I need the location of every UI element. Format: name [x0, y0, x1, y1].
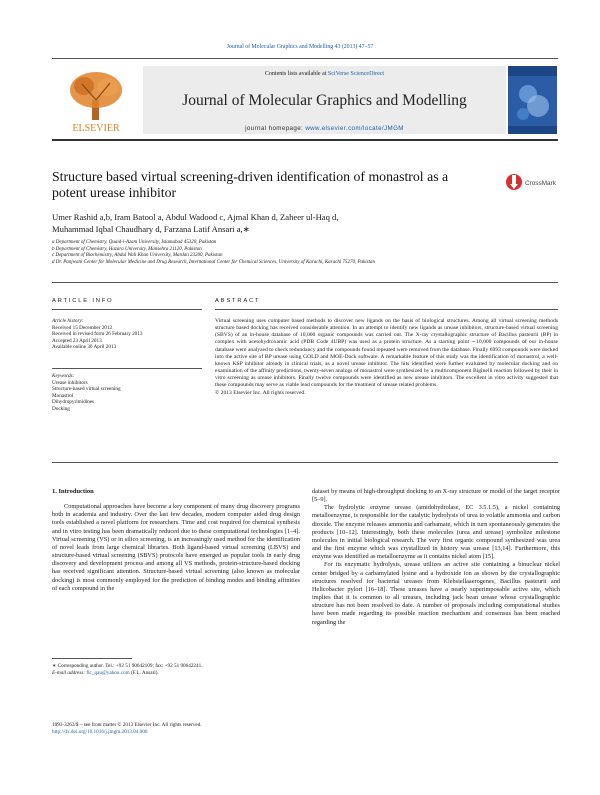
- right-column: [312, 488, 560, 627]
- footnotes: [52, 663, 302, 676]
- homepage-prefix: journal homepage:: [245, 125, 306, 132]
- authors-line-1: Umer Rashid a,b, Iram Batool a, Abdul Wadood c, Ajmal Khan d, Zaheer ul-Haq d,: [52, 212, 339, 222]
- abstract-copyright: © 2013 Elsevier Inc. All rights reserved.: [215, 389, 306, 396]
- contents-line: [143, 71, 506, 77]
- journal-name: Journal of Molecular Graphics and Modelling: [182, 92, 467, 109]
- article-info-rule: [52, 309, 202, 310]
- email-line: [52, 670, 302, 677]
- abstract-rule: [215, 309, 558, 310]
- article-history: [52, 318, 202, 351]
- left-column: [52, 488, 300, 593]
- history-received: Received 15 December 2012: [52, 324, 113, 331]
- elsevier-logo[interactable]: [52, 66, 140, 134]
- keyword-item: Monastrol: [52, 392, 74, 399]
- history-online: Available online 30 April 2013: [52, 344, 117, 351]
- journal-cover-image[interactable]: [508, 66, 557, 134]
- keyword-item: Docking: [52, 405, 70, 412]
- page-footer: [52, 722, 302, 735]
- issn-line: 1093-3263/$ – see front matter © 2013 Elsevier Inc. All rights reserved.: [52, 722, 202, 728]
- crossmark-badge[interactable]: [505, 171, 563, 193]
- keyword-item: Urease inhibitors: [52, 379, 88, 386]
- journal-reference[interactable]: Journal of Molecular Graphics and Modelling 43 (2013) 47–57: [226, 44, 374, 50]
- corresponding-author: ∗ Corresponding author. Tel.: +92 51 90642109; fax: +92 51 90642241.: [52, 663, 203, 669]
- abstract-body: [215, 318, 558, 397]
- affiliation-b: b Department of Chemistry, Hazara University, Mansehra 21120, Pakistan: [52, 246, 202, 252]
- crossmark-icon: [506, 174, 522, 190]
- affiliations: [52, 240, 552, 266]
- history-revised: Received in revised form 26 February 2013: [52, 331, 143, 338]
- keywords-label: Keywords:: [52, 373, 75, 379]
- email-suffix: (F.L. Ansari).: [129, 669, 159, 676]
- contents-prefix: Contents lists available at: [264, 71, 328, 77]
- elsevier-wordmark: ELSEVIER: [72, 123, 120, 134]
- history-accepted: Accepted 23 April 2013: [52, 337, 102, 344]
- header-bottom-rule: [52, 139, 558, 141]
- introduction-heading: 1. Introduction: [52, 488, 94, 495]
- crossmark-label: CrossMark: [525, 180, 556, 187]
- keyword-item: Dihydropyrimidines: [52, 399, 95, 406]
- doi-link[interactable]: http://dx.doi.org/10.1016/j.jmgm.2013.04.006: [52, 728, 148, 735]
- intro-paragraph-1: Computational approaches have become a key component of many drug discovery programs both in academia and industry. Over the last few decades, modern computer aided drug design tools established a novel platform for researchers. Time and cost required for chemical synthesis and in vitro testing has been dramatically reduced due to these computational technologies [1–4]. Virtual screening (VS) or in silico screening, is an increasingly used method for the identification of novel leads from large chemical libraries. Both ligand-based virtual screening (LBVS) and structure-based virtual screening (SBVS) protocols have emerged as popular tools in early drug discovery and development process and among all VS methods, protein-structure-based docking has received significant attention. Structure-based virtual screening (also known as molecular docking) is most commonly employed for the prediction of binding modes and binding affinities of each compound in the: [52, 503, 300, 592]
- abstract-heading: ABSTRACT: [215, 298, 261, 304]
- abstract-bottom-rule: [52, 462, 558, 463]
- affiliation-c: c Department of Biochemistry, Abdul Wali Khan University, Mardan 23200, Pakistan: [52, 253, 223, 258]
- article-title: Structure based virtual screening-driven identification of monastrol as a potent urease inhibitor: [52, 169, 449, 201]
- affiliations-rule: [52, 282, 558, 283]
- authors-line-2: Muhammad Iqbal Chaudhary d, Farzana Latif Ansari a,∗: [52, 223, 250, 234]
- keyword-item: Structure-based virtual screening: [52, 386, 121, 393]
- article-info-heading: ARTICLE INFO: [52, 298, 114, 304]
- affiliation-a: a Department of Chemistry, Quaid-i-Azam University, Islamabad 45320, Pakistan: [52, 240, 217, 245]
- intro-paragraph-continued: dataset by means of high-throughput docking to an X-ray structure or model of the target receptor [5–9].: [312, 488, 560, 504]
- abstract-text: Virtual screening uses computer based methods to discover new ligands on the basis of biological structures. Among all virtual screening methods structure based docking has received considerable attention. In an attempt to identify new ligands as urease inhibitors, structure-based virtual screening (SBVS) of an in-house database of 10,000 organic compounds was carried out. The X-ray crystallographic structure of Bacillus pasteurii (BP) in complex with acetohydroxamic acid (PDB Code 4UBP) was used as a protein structure. As a starting point ∼10,000 compounds of our in-house database were analyzed to check redundancy and the compounds found repeated were removed from the database. Finally 6993 compounds were docked into the active site of BP urease using GOLD and MOE-Dock software. A remarkable feature of this study was the identification of monastrol, a well-known KSP inhibitor already in clinical trials, as a novel urease inhibitor. The hits identified were further evaluated by molecular docking and on examination of the affinity predictions, twenty-seven analogs of monastrol were synthesized by a multicomponent Biginelli reaction followed by their in vitro screening as urease inhibitors. Finally twelve compounds were identified as new urease inhibitors. The excellent in vitro activity suggested that these compounds may serve as viable lead compounds for the treatment of urease related problems.: [215, 318, 558, 389]
- footnote-rule: [52, 658, 132, 659]
- sciencedirect-link[interactable]: SciVerse ScienceDirect: [327, 71, 385, 77]
- history-label: Article history:: [52, 318, 84, 324]
- header-rule: [52, 58, 558, 59]
- homepage-link[interactable]: www.elsevier.com/locate/JMGM: [305, 125, 404, 132]
- author-list: [52, 212, 522, 235]
- keywords: [52, 373, 202, 413]
- intro-paragraph-2: The hydrolytic enzyme urease (amidohydrolase, EC 3.5.1.5), a nickel containing metalloenzyme, is responsible for the catalytic hydrolysis of urea to volatile ammonia and carbon dioxide. The enzyme releases ammonia and carbamate, which in turn spontaneously generates the products [10–12]. Interestingly, both these molecules (urea and urease) symbolize milestone molecules in initial biological research. The very first organic compound synthesized was urea and the first enzyme which was crystallized in history was urease [13,14]. Furthermore, this enzyme was identified as metalloenzyme as it contains nickel atom [15].: [312, 504, 560, 561]
- email-link[interactable]: flc_qau@yahoo.com: [86, 669, 130, 676]
- email-label: E-mail address:: [52, 669, 87, 676]
- affiliation-d: d Dr. Panjwani Center for Molecular Medicine and Drug Research, International Center for Chemical Sciences, University of Karachi, Karachi 75270, Pakistan: [52, 259, 375, 265]
- journal-homepage: [143, 125, 506, 132]
- intro-paragraph-3: For its enzymatic hydrolysis, urease utilizes an active site containing a binuclear nickel center bridged by a carbamylated lysine and a hydroxide ion as shown by the crystallographic structures resolved for bacterial ureases from Klebsiellaaerogenes, Bacillus pasteurii and Helicobacter pylori [16–18]. These ureases have a nearly superimposable active site, which implies that it is common to all ureases, including jack bean urease whose crystallographic structure has not been resolved to date. A number of proposals including computational studies have been made regarding its possible reaction mechanism and consensus has been reached regarding the: [312, 561, 560, 626]
- history-rule: [52, 368, 202, 369]
